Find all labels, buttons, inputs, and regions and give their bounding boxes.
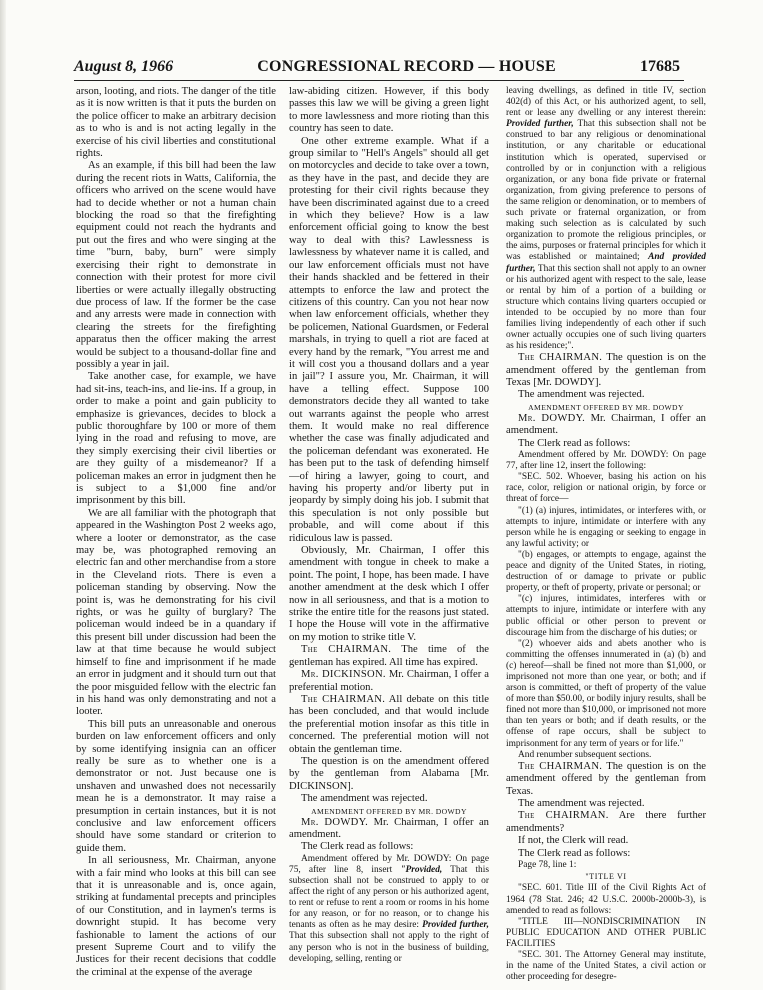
header-page-number: 17685 — [640, 58, 680, 75]
paragraph — [506, 413, 706, 438]
amendment-text: "(1) (a) injures, intimidates, or interferes with, or attempts to injure, intimidate or interfere with any person while he is engaging or seeking to engage in any lawful activity; or — [506, 505, 706, 549]
speech: Mr. Chairman, I offer an amendment. — [289, 816, 489, 840]
speech: The question is on the amendment offered by the gentleman from Texas [Mr. DOWDY]. — [506, 352, 706, 389]
paragraph: The Clerk read as follows: — [518, 437, 631, 449]
page-header — [74, 58, 680, 80]
amendment-text: Amendment offered by Mr. DOWDY: On page 77, after line 12, insert the following: — [506, 450, 706, 472]
bill-reference: Page 78, line 1: — [518, 859, 577, 870]
paragraph: law-abiding citizen. However, if this body passes this law we will be giving a green light to more lawlessness and more rioting than this country has seen to date. — [289, 86, 489, 135]
speech: Are there further amendments? — [506, 810, 706, 834]
amendment-text — [289, 854, 489, 965]
speaker: The CHAIRMAN. — [518, 810, 609, 822]
amendment-proviso: Provided further, — [506, 119, 574, 130]
paragraph — [289, 669, 489, 694]
header-date: August 8, 1966 — [74, 58, 174, 75]
paragraph: The amendment was rejected. — [518, 389, 645, 401]
amendment-part: That this section shall not apply to an owner or his authorized agent with respect to the sale, lease or rental by him of a portion of a building or structure which contains living quarters occupied or intended to be occupied by no more than four families living independently of each other if such owner actually occupies one of such living quarters as his residence;". — [506, 263, 706, 352]
speaker: Mr. DOWDY. — [301, 816, 369, 828]
bill-text: "SEC. 301. The Attorney General may institute, in the name of the United States, a civil action or other proceeding for desegre- — [506, 950, 706, 983]
paragraph — [506, 810, 706, 835]
section-caption: AMENDMENT OFFERED BY MR. DOWDY — [311, 806, 467, 816]
title-heading: "TITLE VI — [585, 872, 627, 882]
paragraph — [289, 817, 489, 842]
paragraph — [289, 694, 489, 756]
amendment-part: leaving dwellings, as defined in title IV, section 402(d) of this Act, or his authorized agent, to sell, rent or lease any dwelling or any interest therein: — [506, 86, 706, 119]
speech: The question is on the amendment offered by the gentleman from Texas. — [506, 760, 706, 797]
title-heading: "TITLE III—NONDISCRIMINATION IN PUBLIC EDUCATION AND OTHER PUBLIC FACILITIES — [506, 916, 706, 949]
amendment-text: "(c) injures, intimidates, interferes with or attempts to injure, intimidate or interfere with any public official or other person to prevent or discourage him from the discharge of his duties; or — [506, 594, 706, 638]
column-3 — [506, 86, 706, 986]
paragraph: We are all familiar with the photograph that appeared in the Washington Post 2 weeks ago, where a looter or demonstrator, as the case may be, was photographed removing an electric fan and other merchandise from a store in the Cleveland riots. There is even a policeman standing by observing. Now the point is, was he demonstrating for his civil rights, or was he guilty of burglary? The policeman would indeed be in a quandary if this present bill under discussion had been the law at that time because he would subject himself to fine and imprisonment if he made an error in judgment and it should turn out that the poor misguided fellow with the electric fan in his hand was only demonstrating and not a looter. — [76, 507, 276, 718]
paragraph — [506, 761, 706, 798]
header-rule — [74, 80, 684, 81]
amendment-text — [506, 86, 706, 352]
paragraph: The amendment was rejected. — [301, 793, 428, 805]
paragraph: Take another case, for example, we have had sit-ins, teach-ins, and lie-ins. If a group, in order to make a point and gain publicity to emphasize is grievances, decides to block a public thoroughfare by 100 or more of them lying in the road and refusing to move, are they simply exercising their civil liberties or are they guilty of a misdemeanor? If a policeman makes an error in judgment then he is subject to a $1,000 fine and/or imprisonment by this bill. — [76, 371, 276, 507]
header-title: CONGRESSIONAL RECORD — HOUSE — [257, 58, 556, 75]
paragraph: Obviously, Mr. Chairman, I offer this amendment with tongue in cheek to make a point. The point, I hope, has been made. I have another amendment at the desk which I offer now in all seriousness, and that is a motion to strike the entire title for the reasons just stated. I hope the House will vote in the affirmative on my motion to strike title V. — [289, 545, 489, 643]
speaker: Mr. DICKINSON. — [301, 669, 386, 681]
speaker: Mr. DOWDY. — [518, 412, 586, 424]
paragraph: As an example, if this bill had been the law during the recent riots in Watts, California, the officers who arrived on the scene would have had to decide whether or not a human chain blocking the road so that the firefighting equipment could not reach the hydrants and put out the fires and who were singing at the time "burn, baby, burn" were simply exercising their right to demonstrate in connection with their protest for more civil liberties or were actually illegally obstructing due process of law. If the former be the case and any arrests were made in connection with clearing the streets for the firefighting apparatus then the officer making the arrest would be subject to a thousand-dollar fine and possibly a year in jail. — [76, 160, 276, 370]
paragraph: The amendment was rejected. — [518, 797, 645, 809]
amendment-proviso: And provided further, — [506, 252, 706, 274]
speech: Mr. Chairman, I offer an amendment. — [506, 412, 706, 437]
amendment-text: "SEC. 502. Whoever, basing his action on his race, color, religion or national origin, by force or threat of force— — [506, 472, 706, 505]
amendment-text: And renumber subsequent sections. — [518, 749, 652, 760]
amendment-part: That this subsection shall not be construed to bar any religious or denominational institution, or any charitable or educational institution which is operated, supervised or controlled by or in conjunction with a religious organization, or any bona fide private or fraternal organization, from giving preference to persons of the same religion or denomination, or to members of such private or fraternal organization, or from making such selection as is calculated by such organization to promote the religious principles, or the aims, purposes or fraternal principles for which it was established or maintained; — [506, 119, 706, 263]
paragraph: arson, looting, and riots. The danger of the title as it is now written is that it puts the burden on the police officer to make an arbitrary decision as to who is and is not acting legally in the exercise of his civil liberties and constitutional rights. — [76, 86, 276, 160]
bill-text: "SEC. 601. Title III of the Civil Rights Act of 1964 (78 Stat. 246; 42 U.S.C. 2000b-2000b-3), is amended to read as follows: — [506, 883, 706, 916]
column-2 — [289, 86, 489, 986]
paragraph: In all seriousness, Mr. Chairman, anyone with a fair mind who looks at this bill can see that it is unreasonable and is, once again, striking at fundamental precepts and principles of our Constitution, and in laymen's terms is downright stupid. It has become very fashionable to lament the actions of our present Supreme Court and to vilify the Justices for their recent decisions that coddle the criminal at the expense of the average — [76, 855, 276, 978]
section-caption: AMENDMENT OFFERED BY MR. DOWDY — [528, 402, 684, 412]
amendment-proviso: Provided further, — [422, 920, 489, 931]
paragraph: This bill puts an unreasonable and onerous burden on law enforcement officers and only by some identifying insignia can an officer really be sure as to whether one is a demonstrator or not. Just because one is unshaven and unwashed does not necessarily mean he is a demonstrator. It may raise a presumption in certain instances, but it is not conclusive and law enforcement officers should have some standard or criterion to guide them. — [76, 718, 276, 854]
speech: Mr. Chairman, I offer a preferential motion. — [289, 669, 489, 693]
speaker: The CHAIRMAN. — [301, 644, 392, 656]
paragraph: If not, the Clerk will read. — [518, 835, 629, 847]
scan-edge — [0, 0, 6, 990]
paragraph: The question is on the amendment offered by the gentleman from Alabama [Mr. DICKINSON]. — [289, 755, 489, 792]
amendment-part: That this subsection shall not apply to the right of any person who is not in the business of building, developing, selling, renting or — [289, 931, 489, 964]
speaker: The CHAIRMAN. — [518, 352, 603, 364]
speaker: The CHAIRMAN. — [518, 760, 603, 772]
paragraph — [506, 352, 706, 389]
amendment-text: "(2) whoever aids and abets another who is committing the offenses innumerated in (a) (b) and (c) hereof—shall be fined not more than $1,000, or imprisoned not more than one year, or both; and if arson is committed, or theft of property of the value of more than $50.00, or bodily injury results, shall be fined not more than $10,000, or imprisoned not more than ten years or both; and if death results, or the offense of rape occurs, shall be subject to imprisonment for any term of years or for life." — [506, 638, 706, 749]
amendment-part: That this subsection shall not be construed to apply to or affect the right of any person or his authorized agent, to rent or refuse to rent a room or rooms in his home for any reason, or for no reason, or to change his tenants as often as he may desire: — [289, 864, 489, 931]
amendment-proviso: "Provided, — [400, 864, 443, 875]
paragraph — [289, 644, 489, 669]
speech: The time of the gentleman has expired. All time has expired. — [289, 644, 489, 668]
speech: All debate on this title has been concluded, and that would include the preferential motion insofar as this title in concerned. The preferential motion will not obtain the gentleman time. — [289, 693, 489, 755]
paragraph: The Clerk read as follows: — [518, 847, 631, 859]
column-1 — [76, 86, 276, 986]
amendment-part: Amendment offered by Mr. DOWDY: On page 75, after line 8, insert — [289, 853, 489, 875]
paragraph: One other extreme example. What if a group similar to "Hell's Angels" should all get on motorcycles and decide to take over a town, as they have in the past, and decide they are protesting for their civil rights because they have been discriminated against due to a creed in which they believe? How is a law enforcement official going to know the best way to deal with this? Lawlessness is lawlessness by whatever name it is called, and our law enforcement officials must not have their hands shackled and be fettered in their attempts to enforce the law and protect the citizens of this country. Can you not hear now when law enforcement officials, whether they be policemen, National Guardsmen, or Federal marshals, in trying to quell a riot are faced at every hand by the remark, "You arrest me and it will cost you a thousand dollars and a year in jail"? I assure you, Mr. Chairman, it will have a telling effect. Suppose 100 demonstrators decide they all wanted to take out warrants against the people who arrest them. It would make no real difference whether the case was finally adjudicated and the policeman defendant was exonerated. He has been put to the task of defending himself—of hiring a lawyer, going to court, and having his property and/or liberty put in jeopardy by simply doing his job. I submit that this speculation is not only possible but probable, and will come about if this ridiculous law is passed. — [289, 135, 489, 544]
amendment-text: "(b) engages, or attempts to engage, against the peace and dignity of the United States, in rioting, destruction of or damage to private or public property, or theft of property, private or personal; or — [506, 549, 706, 594]
speaker: The CHAIRMAN. — [301, 693, 386, 705]
paragraph: The Clerk read as follows: — [301, 841, 414, 853]
